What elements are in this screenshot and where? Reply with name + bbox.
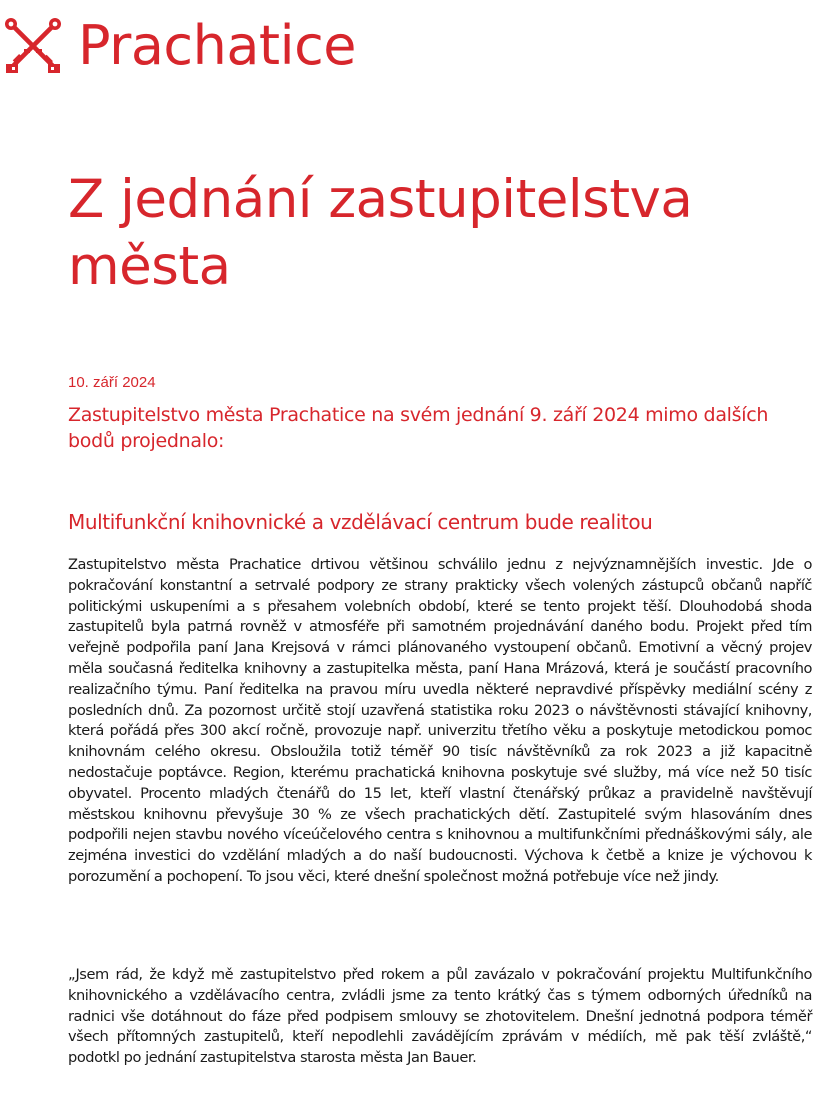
article-lead: Zastupitelstvo města Prachatice na svém jednání 9. září 2024 mimo dalších bodů projednalo: [68,404,769,452]
crossed-keys-icon [4,17,62,75]
page-title: Z jednání zastupitelstva města [68,169,693,297]
site-header [4,14,356,78]
article-paragraph: Zastupitelstvo města Prachatice drtivou většinou schválilo jednu z nejvýznamnějších investic. Jde o pokračování konstantní a setrvalé podpory ze strany prakticky všech volených zástupců občanů napříč politickými uskupeními a s přesahem volebních období, které se tento projekt těší. Dlouhodobá shoda zastupitelů byla patrná rovněž v atmosféře při samotném projednávání daného bodu. Projekt před tím veřejně podpořila paní Jana Krejsová v rámci plánovaného vystoupení občanů. Emotivní a věcný projev měla současná ředitelka knihovny a zastupitelka města, paní Hana Mrázová, která je součástí pracovního realizačního týmu. Paní ředitelka na pravou míru uvedla některé nepravdivé příspěvky mediální scény z posledních dnů. Za pozornost určitě stojí uzavřená statistika roku 2023 o návštěvnosti stávající knihovny, která pořádá přes 300 akcí ročně, provozuje např. univerzitu třetího věku a poskytuje metodickou pomoc knihovnám celého okresu. Obsloužila totiž téměř 90 tisíc návštěvníků za rok 2023 a již kapacitně nedostačuje poptávce. Region, kterému prachatická knihovna poskytuje své služby, má více než 50 tisíc obyvatel. Procento mladých čtenářů do 15 let, kteří vlastní čtenářský průkaz a pravidelně navštěvují městskou knihovnu převyšuje 30 % ze všech prachatických dětí. Zastupitelé svým hlasováním dnes podpořili nejen stavbu nového víceúčelového centra s knihovnou a multifunkčními přednáškovými sály, ale zejména investici do vzdělání mladých a do naší budoucnosti. Výchova k četbě a knize je výchovou k porozumění a pochopení. To jsou věci, které dnešní společnost možná potřebuje více než jindy. [68,556,812,885]
section-heading: Multifunkční knihovnické a vzdělávací centrum bude realitou [68,510,653,534]
article-date: 10. září 2024 [68,374,156,391]
article-paragraph: „Jsem rád, že když mě zastupitelstvo před rokem a půl zavázalo v pokračování projektu Multifunkčního knihovnického a vzdělávacího centra, zvládli jsme za tento krátký čas s týmem odborných úředníků na radnici vše dotáhnout do fáze před podpisem smlouvy se zhotovitelem. Dnešní jednotná podpora téměř všech přítomných zastupitelů, kteří nepodlehli zavádějícím zprávám v médiích, mě pak těší zvláště,“ podotkl po jednání zastupitelstva starosta města Jan Bauer. [68,966,812,1067]
site-brand[interactable]: Prachatice [78,14,356,77]
